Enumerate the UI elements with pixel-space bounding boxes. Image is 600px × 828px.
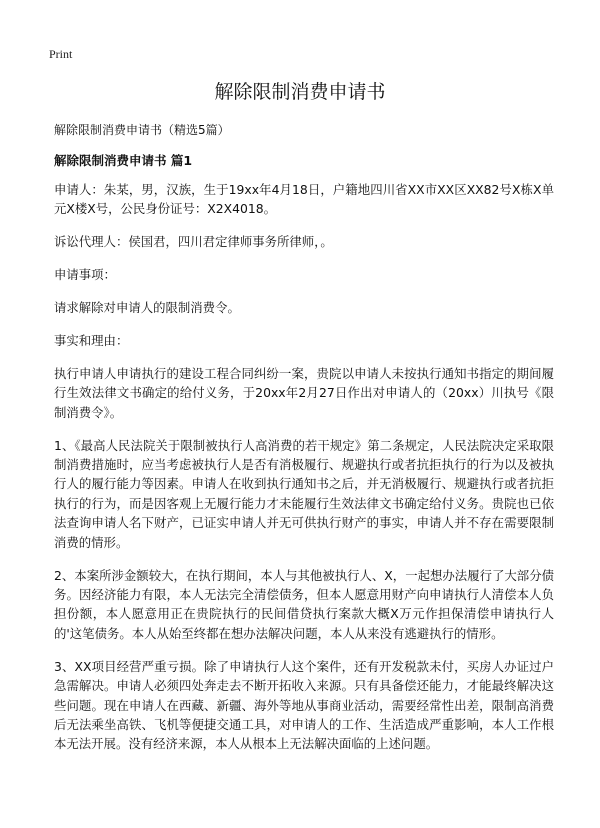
section-heading: 解除限制消费申请书 篇1 [54,153,193,168]
print-link[interactable]: Print [49,47,73,61]
reason-1-paragraph: 1、《最高人民法院关于限制被执行人高消费的若干规定》第二条规定，人民法院决定采取限制消费措施时，应当考虑被执行人是否有消极履行、规避执行或者抗拒执行的行为以及被执行人的履行能力等因素。申请人在收到执行通知书之后，并无消极履行、规避执行或者抗拒执行的行为，而是因客观上无履行能力才未能履行生效法律文书确定给付义务。贵院也已依法查询申请人名下财产，已证实申请人并无可供执行财产的事实，申请人并不存在需要限制消费的情形。 [54,437,554,550]
document-subtitle: 解除限制消费申请书（精选5篇） [54,123,230,137]
facts-paragraph: 执行申请人申请执行的建设工程合同纠纷一案，贵院以申请人未按执行通知书指定的期间履行生效法律文书确定的给付义务，于20xx年2月27日作出对申请人的（20xx）川执号《限制消费令》。 [54,365,554,420]
applicant-paragraph: 申请人：朱某，男，汉族，生于19xx年4月18日，户籍地四川省XX市XX区XX82号X栋X单元X楼X号，公民身份证号：X2X4018。 [54,182,554,217]
reason-2-paragraph: 2、本案所涉金额较大，在执行期间，本人与其他被执行人、X，一起想办法履行了大部分债务。因经济能力有限，本人无法完全清偿债务，但本人愿意用财产向申请执行人清偿本人负担份额，本人愿意用正在贵院执行的民间借贷执行案款大概X万元作担保清偿申请执行人的'这笔债务。本人从始至终都在想办法解决问题，本人从来没有逃避执行的情形。 [54,567,554,641]
document-body [54,180,554,767]
request-label: 申请事项： [54,267,116,283]
request-paragraph: 请求解除对申请人的限制消费令。 [54,300,240,316]
document-title: 解除限制消费申请书 [214,81,386,103]
reasons-label: 事实和理由： [54,333,129,349]
agent-paragraph: 诉讼代理人：侯国君，四川君定律师事务所律师，。 [54,234,333,250]
reason-3-paragraph: 3、XX项目经营严重亏损。除了申请执行人这个案件，还有开发税款未付，买房人办证过户急需解决。申请人必须四处奔走去不断开拓收入来源。只有具备偿还能力，才能最终解决这些问题。现在申请人在西藏、新疆、海外等地从事商业活动，需要经常性出差，限制高消费后无法乘坐高铁、飞机等便捷交通工具，对申请人的工作、生活造成严重影响，本人工作根本无法开展。没有经济来源，本人从根本上无法解决面临的上述问题。 [54,658,554,752]
